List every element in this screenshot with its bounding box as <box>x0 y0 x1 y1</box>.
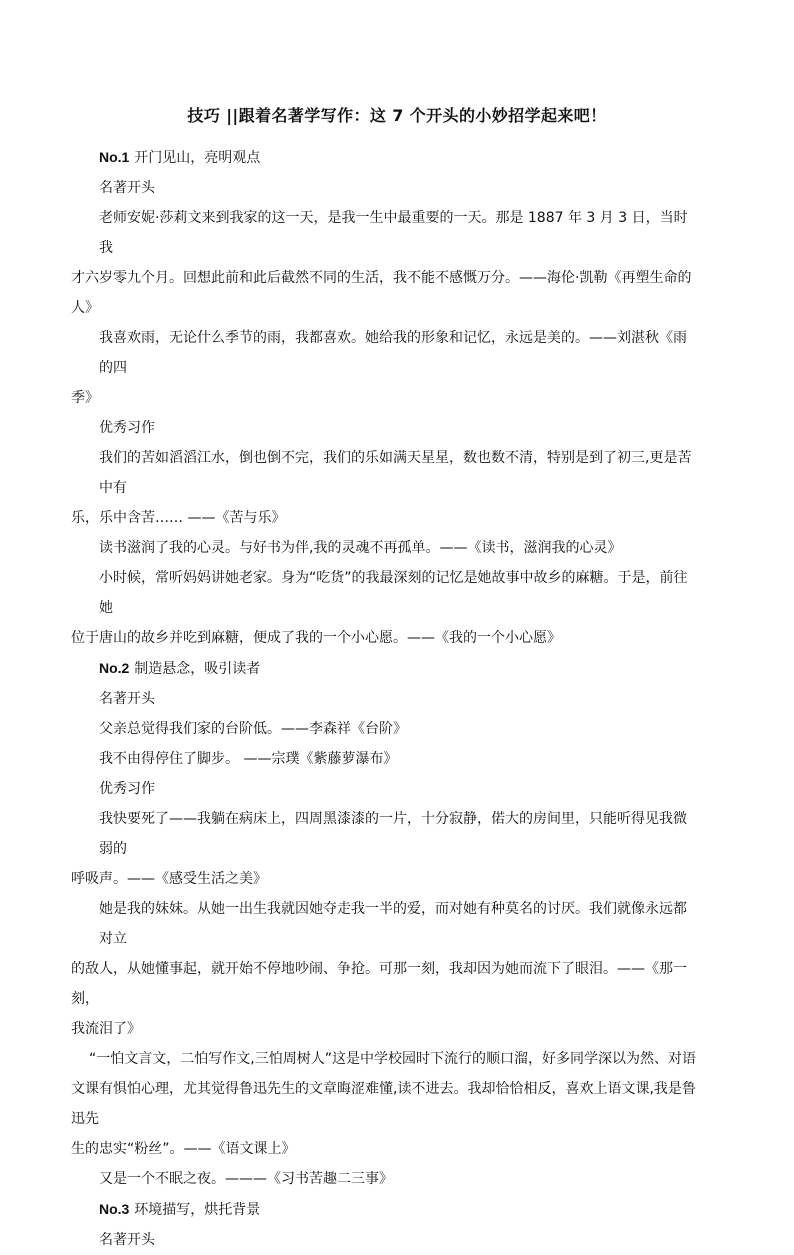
paragraph <box>99 533 699 563</box>
paragraph <box>71 804 699 894</box>
label-classic: 名著开头 <box>99 691 155 707</box>
paragraph-line: 生的忠实“粉丝”。——《语文课上》 <box>71 1141 296 1157</box>
section-heading-1 <box>99 142 699 173</box>
paragraph-line: 我不由得停住了脚步。 ——宗璞《紫藤萝瀑布》 <box>99 751 398 767</box>
paragraph-line: 乐，乐中含苦…… ——《苦与乐》 <box>71 510 286 526</box>
paragraph <box>71 203 699 323</box>
label-excellent: 优秀习作 <box>99 420 155 436</box>
section-number: No.2 <box>99 660 130 676</box>
paragraph-line: 我流泪了》 <box>71 1021 141 1037</box>
paragraph-line: 她是我的妹妹。从她一出生我就因她夺走我一半的爱，而对她有种莫名的讨厌。我们就像永远都对立 <box>99 901 687 947</box>
paragraph-line: 呼吸声。——《感受生活之美》 <box>71 871 267 887</box>
paragraph-line: “一怕文言文，二怕写作文,三怕周树人”这是中学校园时下流行的顺口溜，好多同学深以为然、对语 <box>89 1051 696 1067</box>
section-title: 制造悬念，吸引读者 <box>134 661 261 677</box>
paragraph-line: 小时候，常听妈妈讲她老家。身为“吃货”的我最深刻的记忆是她故事中故乡的麻糖。于是，前往她 <box>99 570 688 616</box>
section-title: 开门见山，亮明观点 <box>134 150 261 166</box>
section-heading-2 <box>99 653 699 684</box>
paragraph <box>71 563 699 653</box>
paragraph <box>71 323 699 413</box>
paragraph-line: 文课有惧怕心理，尤其觉得鲁迅先生的文章晦涩难懂,读不进去。我却恰恰相反，喜欢上语文课,我是鲁迅先 <box>71 1081 696 1127</box>
paragraph <box>71 894 699 1044</box>
paragraph-line: 季》 <box>71 390 99 406</box>
section-title: 环境描写，烘托背景 <box>134 1202 261 1218</box>
label-excellent: 优秀习作 <box>99 781 155 797</box>
label-classic: 名著开头 <box>99 1232 155 1248</box>
label-classic: 名著开头 <box>99 180 155 196</box>
section-heading-3 <box>99 1194 699 1225</box>
paragraph-line: 又是一个不眠之夜。———《习书苦趣二三事》 <box>99 1171 393 1187</box>
paragraph-line: 父亲总觉得我们家的台阶低。——李森祥《台阶》 <box>99 721 407 737</box>
section-number: No.3 <box>99 1201 130 1217</box>
paragraph-line: 才六岁零九个月。回想此前和此后截然不同的生活，我不能不感慨万分。——海伦·凯勒《再塑生命的人》 <box>71 270 692 316</box>
paragraph <box>71 443 699 533</box>
paragraph-line: 的敌人，从她懂事起，就开始不停地吵闹、争抢。可那一刻，我却因为她而流下了眼泪。——《那一刻， <box>71 961 687 1007</box>
paragraph-line: 读书滋润了我的心灵。与好书为伴,我的灵魂不再孤单。——《读书，滋润我的心灵》 <box>99 540 622 556</box>
paragraph <box>99 1164 699 1194</box>
page-title: 技巧 ||跟着名著学写作：这 7 个开头的小妙招学起来吧！ <box>187 106 607 125</box>
paragraph-line: 位于唐山的故乡并吃到麻糖，便成了我的一个小心愿。——《我的一个小心愿》 <box>71 630 561 646</box>
paragraph <box>71 1044 699 1164</box>
paragraph-line: 我快要死了——我躺在病床上，四周黑漆漆的一片，十分寂静，偌大的房间里，只能听得见我微弱的 <box>99 811 687 857</box>
section-number: No.1 <box>99 149 130 165</box>
paragraph <box>99 714 699 744</box>
paragraph-line: 老师安妮·莎莉文来到我家的这一天，是我一生中最重要的一天。那是 1887 年 3 月 3 日，当时我 <box>99 210 688 256</box>
document-body <box>71 142 699 1255</box>
paragraph-line: 我喜欢雨，无论什么季节的雨，我都喜欢。她给我的形象和记忆，永远是美的。——刘湛秋《雨的四 <box>99 330 687 376</box>
paragraph <box>99 744 699 774</box>
paragraph-line: 我们的苦如滔滔江水，倒也倒不完，我们的乐如满天星星，数也数不清，特别是到了初三,更是苦中有 <box>99 450 692 496</box>
